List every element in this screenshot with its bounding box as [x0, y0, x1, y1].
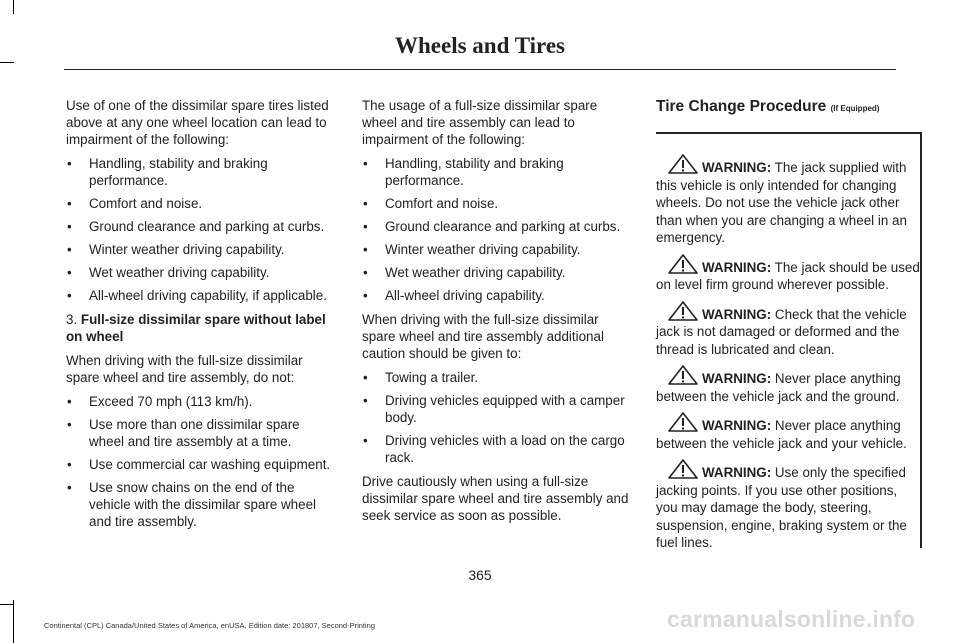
watermark-logo: carmanualsonline.info: [667, 606, 916, 632]
col2-impairment-list: [362, 155, 632, 304]
list-item: • Use more than one dissimilar spare wheel and tire assembly at a time.: [66, 416, 336, 450]
warning-label: WARNING:: [702, 371, 772, 386]
list-item: • Towing a trailer.: [362, 369, 632, 386]
warning-text: Never place anything between the vehicle jack and your vehicle.: [656, 418, 907, 451]
col2-para2: When driving with the full-size dissimilar spare wheel and tire assembly additional caution should be given to:: [362, 312, 604, 361]
warning-text: Never place anything between the vehicle jack and the ground.: [656, 371, 901, 404]
list-item: • All-wheel driving capability.: [362, 287, 632, 304]
heading-text: Full-size dissimilar spare without label on wheel: [66, 312, 326, 344]
col1-para2: When driving with the full-size dissimilar spare wheel and tire assembly, do not:: [66, 353, 303, 385]
warning-text: The jack should be used on level firm ground wherever possible.: [656, 259, 920, 292]
warning-label: WARNING:: [702, 418, 772, 433]
list-item: • Ground clearance and parking at curbs.: [66, 218, 336, 235]
list-item: • Wet weather driving capability.: [362, 264, 632, 281]
warning-4: [656, 365, 920, 405]
column-1: [66, 97, 336, 537]
list-item: • Comfort and noise.: [66, 195, 336, 212]
col2-caution-list: [362, 369, 632, 466]
section-title-suffix: (If Equipped): [830, 104, 880, 113]
warning-triangle-icon: [668, 459, 698, 479]
list-item: • Driving vehicles equipped with a camper body.: [362, 392, 632, 426]
page-number: 365: [468, 567, 492, 583]
list-item: • Handling, stability and braking performance.: [66, 155, 336, 189]
page-title: Wheels and Tires: [395, 33, 565, 58]
warning-label: WARNING:: [702, 259, 772, 275]
warnings-box: [656, 132, 922, 548]
crop-mark-top-left-h: [0, 62, 14, 63]
warning-text: The jack supplied with this vehicle is only intended for changing wheels. Do not use the vehicle jack other than when you are changing a wheel in an emergency.: [656, 160, 907, 245]
list-item: • Comfort and noise.: [362, 195, 632, 212]
numbered-heading-3: [66, 311, 336, 345]
edition-footer: Continental (CPL) Canada/United States of America, enUSA, Edition date: 201807, Second-Printing: [44, 621, 376, 630]
list-item: • Wet weather driving capability.: [66, 264, 336, 281]
column-2: [362, 97, 632, 531]
warning-triangle-icon: [668, 254, 698, 274]
warning-label: WARNING:: [702, 465, 772, 480]
warning-5: [656, 412, 920, 452]
header-divider: [64, 69, 896, 70]
list-item: • Handling, stability and braking performance.: [362, 155, 632, 189]
col1-intro: Use of one of the dissimilar spare tires listed above at any one wheel location can lead to impairment of the following:: [66, 98, 329, 147]
warning-text: Use only the specified jacking points. If you use other positions, you may damage the body, steering, suspension, engine, braking system or the fuel lines.: [656, 465, 907, 550]
warning-triangle-icon: [668, 154, 698, 174]
list-item: • Use commercial car washing equipment.: [66, 456, 336, 473]
warning-2: [656, 254, 920, 294]
col1-do-not-list: [66, 393, 336, 530]
list-item: • Winter weather driving capability.: [66, 241, 336, 258]
warning-6: [656, 459, 920, 552]
list-item: • All-wheel driving capability, if applicable.: [66, 287, 336, 304]
warning-triangle-icon: [668, 301, 698, 321]
warning-label: WARNING:: [702, 306, 772, 322]
warning-triangle-icon: [668, 365, 698, 385]
col2-para3: Drive cautiously when using a full-size dissimilar spare wheel and tire assembly and seek service as soon as possible.: [362, 474, 629, 523]
crop-mark-top-left-v: [13, 0, 14, 14]
list-item: • Exceed 70 mph (113 km/h).: [66, 393, 336, 410]
list-item: • Driving vehicles with a load on the cargo rack.: [362, 432, 632, 466]
column-3: [656, 98, 926, 548]
warning-triangle-icon: [668, 412, 698, 432]
section-title-text: Tire Change Procedure: [656, 98, 827, 115]
section-title: [656, 98, 926, 118]
warning-1: [656, 154, 920, 247]
list-item: • Ground clearance and parking at curbs.: [362, 218, 632, 235]
crop-mark-bottom-left-v: [13, 600, 14, 643]
list-item: • Winter weather driving capability.: [362, 241, 632, 258]
col1-impairment-list: [66, 155, 336, 304]
col2-intro: The usage of a full-size dissimilar spare wheel and tire assembly can lead to impairment of the following:: [362, 98, 598, 147]
crop-mark-bottom-left-h: [0, 604, 14, 605]
warning-text: Check that the vehicle jack is not damaged or deformed and the thread is lubricated and clean.: [656, 306, 907, 357]
warning-label: WARNING:: [702, 160, 772, 175]
warning-3: [656, 301, 920, 359]
heading-number: 3.: [66, 312, 78, 327]
list-item: • Use snow chains on the end of the vehicle with the dissimilar spare wheel and tire assembly.: [66, 479, 336, 530]
